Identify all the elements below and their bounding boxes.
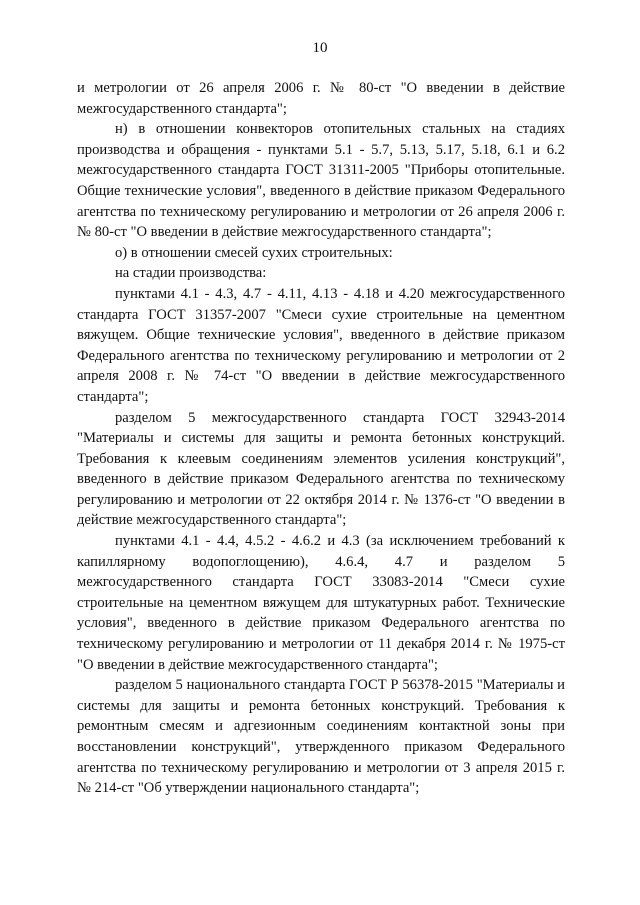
paragraph-gost-31357: пунктами 4.1 - 4.3, 4.7 - 4.11, 4.13 - 4.18 и 4.20 межгосударственного стандарта ГОСТ 31357-2007 "Смеси сухие строительные на цементном вяжущем. Общие технические условия", введенного в действие приказом Федерального агентства по техническому регулированию и метрологии от 2 апреля 2008 г. № 74-ст "О введении в действие межгосударственного стандарта"; xyxy=(77,285,565,405)
paragraph-item-n-convectors: н) в отношении конвекторов отопительных стальных на стадиях производства и обращения - пунктами 5.1 - 5.7, 5.13, 5.17, 5.18, 6.1 и 6.2 межгосударственного стандарта ГОСТ 31311-2005 "Приборы отопительные. Общие технические условия", введенного в действие приказом Федерального агентства по техническому регулированию и метрологии от 26 апреля 2006 г. № 80-ст "О введении в действие межгосударственного стандарта"; xyxy=(77,121,565,241)
page-number: 10 xyxy=(312,40,328,56)
paragraph-gost-r-56378: разделом 5 национального стандарта ГОСТ Р 56378-2015 "Материалы и системы для защиты и ремонта бетонных конструкций. Требования к ремонтным смесям и адгезионным соединениям контактной зоны при восстановлении конструкций", утвержденного приказом Федерального агентства по техническому регулированию и метрологии от 3 апреля 2015 г. № 214-ст "Об утверждении национального стандарта"; xyxy=(77,677,565,797)
paragraph-continuation: и метрологии от 26 апреля 2006 г. № 80-ст "О введении в действие межгосударственного стандарта"; xyxy=(77,80,565,117)
paragraph-production-stage: на стадии производства: xyxy=(115,265,267,282)
paragraph-item-o-dry-mixes: о) в отношении смесей сухих строительных: xyxy=(115,244,393,261)
document-body xyxy=(77,78,565,799)
paragraph-gost-32943: разделом 5 межгосударственного стандарта ГОСТ 32943-2014 "Материалы и системы для защиты и ремонта бетонных конструкций. Требования к клеевым соединениям элементов усиления конструкций", введенного в действие приказом Федерального агентства по техническому регулированию и метрологии от 22 октября 2014 г. № 1376-ст "О введении в действие межгосударственного стандарта"; xyxy=(77,409,565,529)
paragraph-gost-33083: пунктами 4.1 - 4.4, 4.5.2 - 4.6.2 и 4.3 (за исключением требований к капиллярному водопоглощению), 4.6.4, 4.7 и разделом 5 межгосударственного стандарта ГОСТ 33083-2014 "Смеси сухие строительные на цементном вяжущем для штукатурных работ. Технические условия", введенного в действие приказом Федерального агентства по техническому регулированию и метрологии от 11 декабря 2014 г. № 1975-ст "О введении в действие межгосударственного стандарта"; xyxy=(77,533,565,673)
